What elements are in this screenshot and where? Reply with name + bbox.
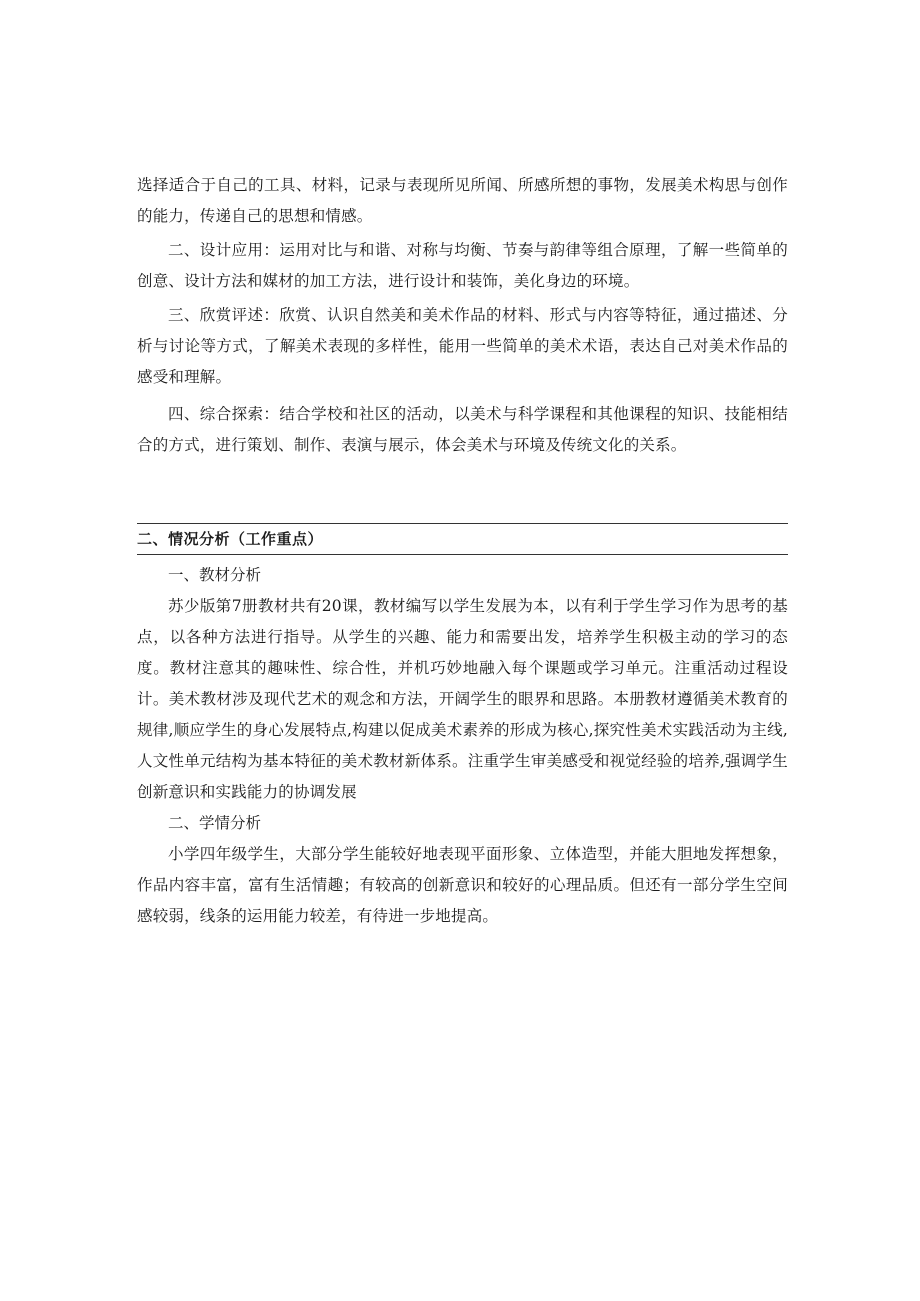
student-analysis-body: 小学四年级学生，大部分学生能较好地表现平面形象、立体造型，并能大胆地发挥想象，作品内容丰富，富有生活情趣；有较高的创新意识和较好的心理品质。但还有一部分学生空间感较弱，线条的运用能力较差，有待进一步地提高。: [137, 845, 788, 925]
student-analysis-heading: 二、学情分析: [168, 814, 262, 832]
section-title: 二、情况分析（工作重点）: [137, 530, 324, 548]
goal-paragraph-appreciation: 三、欣赏评述：欣赏、认识自然美和美术作品的材料、形式与内容等特征，通过描述、分析与讨论等方式，了解美术表现的多样性，能用一些简单的美术术语，表达自己对美术作品的感受和理解。: [137, 306, 788, 386]
course-goals-section: [137, 170, 788, 461]
goal-paragraph-exploration: 四、综合探索：结合学校和社区的活动，以美术与科学课程和其他课程的知识、技能相结合的方式，进行策划、制作、表演与展示，体会美术与环境及传统文化的关系。: [137, 405, 788, 454]
goal-paragraph-continued: 选择适合于自己的工具、材料，记录与表现所见所闻、所感所想的事物，发展美术构思与创作的能力，传递自己的思想和情感。: [137, 176, 788, 225]
situation-analysis-section: [137, 560, 788, 932]
textbook-analysis-heading: 一、教材分析: [168, 566, 262, 584]
textbook-analysis-body: 苏少版第7册教材共有20课，教材编写以学生发展为本，以有利于学生学习作为思考的基点，以各种方法进行指导。从学生的兴趣、能力和需要出发，培养学生积极主动的学习的态度。教材注意其的趣味性、综合性，并机巧妙地融入每个课题或学习单元。注重活动过程设计。美术教材涉及现代艺术的观念和方法，开阔学生的眼界和思路。本册教材遵循美术教育的规律,顺应学生的身心发展特点,构建以促成美术素养的形成为核心,探究性美术实践活动为主线,人文性单元结构为基本特征的美术教材新体系。注重学生审美感受和视觉经验的培养,强调学生创新意识和实践能力的协调发展: [137, 597, 788, 801]
goal-paragraph-design: 二、设计应用：运用对比与和谐、对称与均衡、节奏与韵律等组合原理，了解一些简单的创意、设计方法和媒材的加工方法，进行设计和装饰，美化身边的环境。: [137, 241, 788, 290]
section-header: [137, 523, 788, 555]
